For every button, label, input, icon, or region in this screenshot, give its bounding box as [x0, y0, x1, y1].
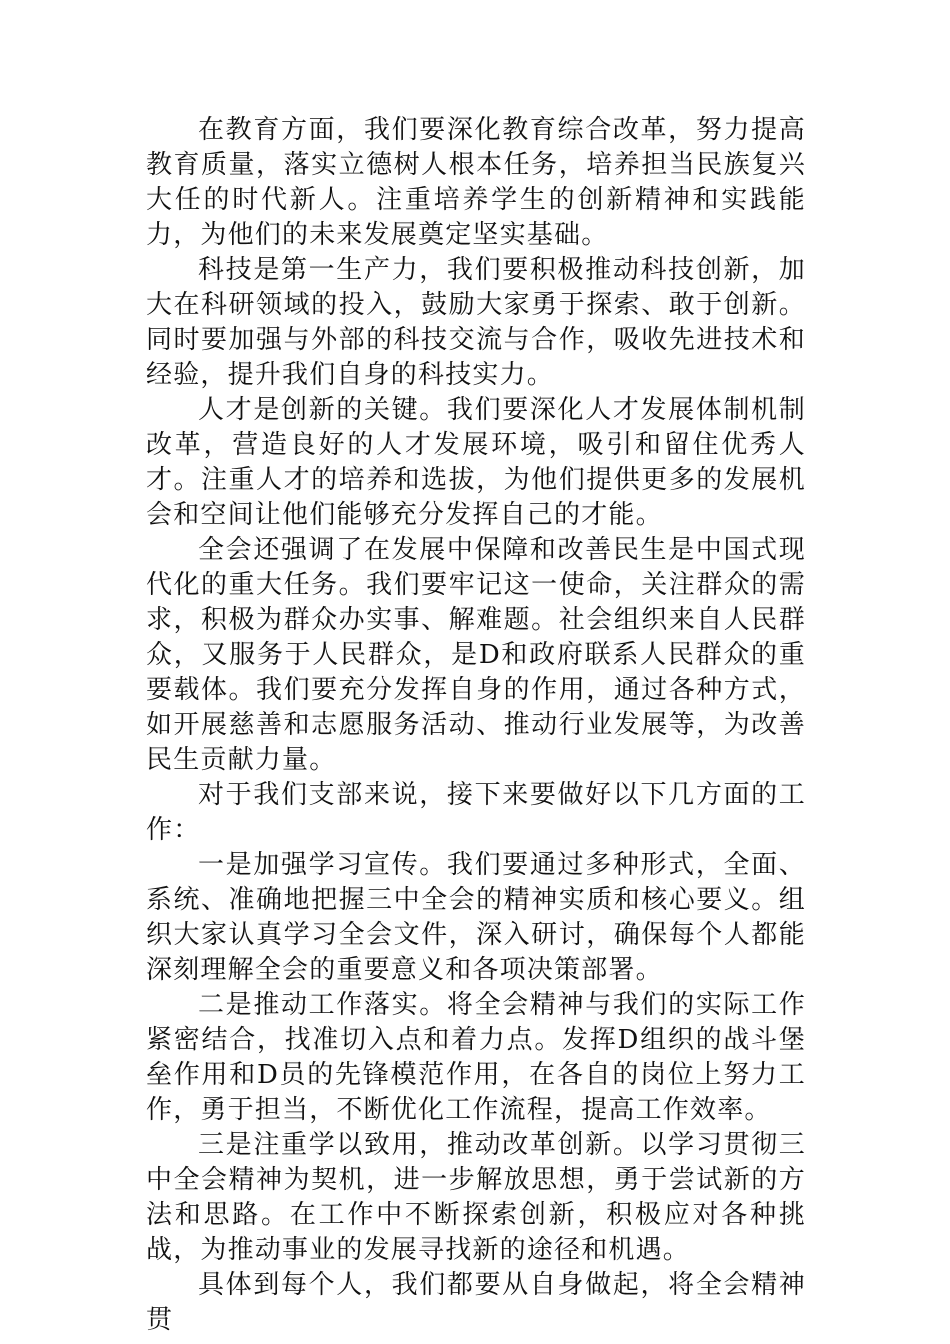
paragraph-livelihood: 全会还强调了在发展中保障和改善民生是中国式现代化的重大任务。我们要牢记这一使命，关注群众的需求，积极为群众办实事、解难题。社会组织来自人民群众，又服务于人民群众，是D和政府联系人民群众的重要载体。我们要充分发挥自身的作用，通过各种方式，如开展慈善和志愿服务活动、推动行业发展等，为改善民生贡献力量。: [146, 535, 806, 775]
paragraph-education: 在教育方面，我们要深化教育综合改革，努力提高教育质量，落实立德树人根本任务，培养担当民族复兴大任的时代新人。注重培养学生的创新精神和实践能力，为他们的未来发展奠定坚实基础。: [146, 115, 806, 250]
paragraph-individual: 具体到每个人，我们都要从自身做起，将全会精神贯: [146, 1270, 806, 1335]
paragraph-talent: 人才是创新的关键。我们要深化人才发展体制机制改革，营造良好的人才发展环境，吸引和留住优秀人才。注重人才的培养和选拔，为他们提供更多的发展机会和空间让他们能够充分发挥自己的才能。: [146, 395, 806, 530]
paragraph-reform-innovation: 三是注重学以致用，推动改革创新。以学习贯彻三中全会精神为契机，进一步解放思想，勇于尝试新的方法和思路。在工作中不断探索创新，积极应对各种挑战，为推动事业的发展寻找新的途径和机遇。: [146, 1130, 806, 1265]
paragraph-branch-work: 对于我们支部来说，接下来要做好以下几方面的工作：: [146, 780, 806, 845]
paragraph-study-publicity: 一是加强学习宣传。我们要通过多种形式，全面、系统、准确地把握三中全会的精神实质和核心要义。组织大家认真学习全会文件，深入研讨，确保每个人都能深刻理解全会的重要意义和各项决策部署。: [146, 850, 806, 985]
paragraph-technology: 科技是第一生产力，我们要积极推动科技创新，加大在科研领域的投入，鼓励大家勇于探索、敢于创新。同时要加强与外部的科技交流与合作，吸收先进技术和经验，提升我们自身的科技实力。: [146, 255, 806, 390]
document-body: [146, 113, 806, 1338]
paragraph-implementation: 二是推动工作落实。将全会精神与我们的实际工作紧密结合，找准切入点和着力点。发挥D组织的战斗堡垒作用和D员的先锋模范作用，在各自的岗位上努力工作，勇于担当，不断优化工作流程，提高工作效率。: [146, 990, 806, 1125]
